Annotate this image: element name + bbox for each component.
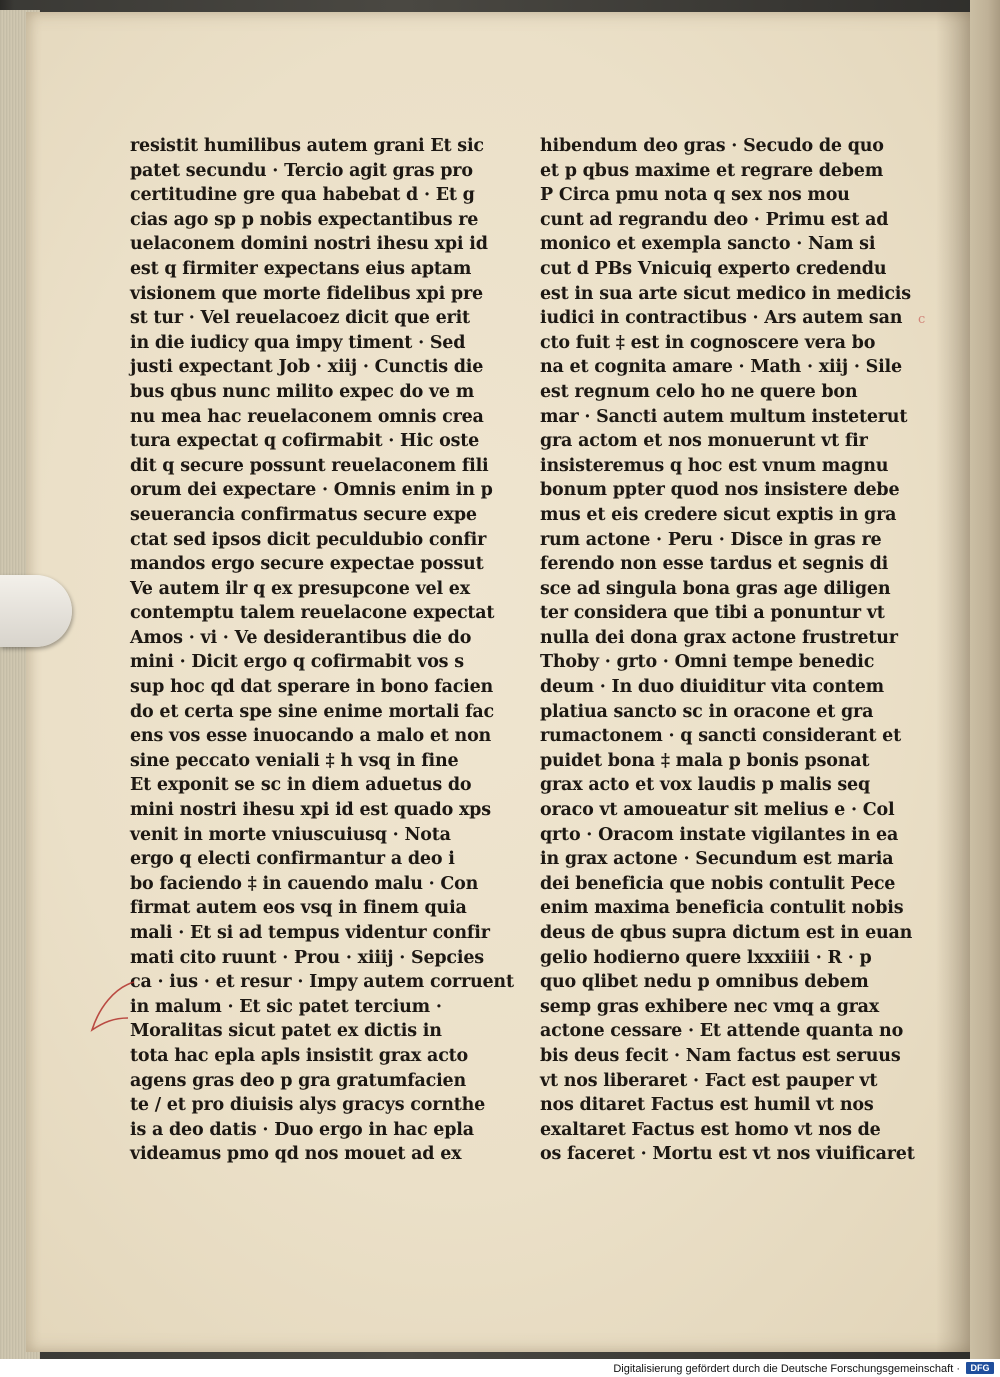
text-line: seuerancia confirmatus secure expe bbox=[130, 504, 477, 525]
text-line: cunt ad regrandu deo · Primu est ad bbox=[540, 209, 889, 230]
text-line: deus de qbus supra dictum est in euan bbox=[540, 923, 913, 943]
text-line: tota hac epla apls insistit grax acto bbox=[130, 1045, 469, 1066]
text-line: vt nos liberaret · Fact est pauper vt bbox=[540, 1070, 878, 1091]
text-line: agens gras deo p gra gratumfacien bbox=[130, 1070, 467, 1091]
bookmark-clip bbox=[0, 575, 72, 647]
text-line: nos ditaret Factus est humil vt nos bbox=[540, 1095, 874, 1116]
text-line: puidet bona ‡ mala p bonis psonat bbox=[540, 750, 870, 771]
text-line: Moralitas sicut patet ex dictis in bbox=[130, 1021, 442, 1042]
text-line: visionem que morte fidelibus xpi pre bbox=[130, 283, 483, 304]
text-column-right bbox=[540, 134, 915, 1167]
text-line: est regnum celo ho ne quere bon bbox=[540, 381, 858, 402]
text-line: cto fuit ‡ est in cognoscere vera bo bbox=[540, 332, 876, 353]
text-line: mini · Dicit ergo q cofirmabit vos s bbox=[130, 652, 464, 673]
text-line: contemptu talem reuelacone expectat bbox=[130, 603, 495, 624]
text-line: mandos ergo secure expectae possut bbox=[130, 554, 484, 575]
text-line: is a deo datis · Duo ergo in hac epla bbox=[130, 1119, 474, 1140]
text-line: mar · Sancti autem multum insteterut bbox=[540, 406, 908, 427]
text-line: st tur · Vel reuelacoez dicit que erit bbox=[130, 308, 470, 329]
text-line: bis deus fecit · Nam factus est seruus bbox=[540, 1045, 901, 1066]
text-line: et p qbus maxime et regrare debem bbox=[540, 160, 884, 181]
text-line: ferendo non esse tardus et segnis di bbox=[540, 554, 889, 575]
text-line: certitudine gre qua habebat d · Et g bbox=[130, 185, 475, 206]
text-line: venit in morte vniuscuiusq · Nota bbox=[130, 824, 451, 845]
dfg-logo: DFG bbox=[966, 1362, 994, 1374]
text-line: monico et exempla sancto · Nam si bbox=[540, 234, 876, 255]
text-line: ens vos esse inuocando a malo et non bbox=[130, 726, 492, 747]
text-line: na et cognita amare · Math · xiij · Sile bbox=[540, 357, 902, 378]
facing-page-edge bbox=[970, 0, 1000, 1377]
text-line: est in sua arte sicut medico in medicis bbox=[540, 283, 911, 304]
text-line: sup hoc qd dat sperare in bono facien bbox=[130, 677, 494, 698]
text-line: hibendum deo gras · Secudo de quo bbox=[540, 136, 884, 156]
text-line: videamus pmo qd nos mouet ad ex bbox=[130, 1144, 462, 1165]
text-line: bus qbus nunc milito expec do ve m bbox=[130, 381, 475, 402]
text-line: Ve autem ilr q ex presupcone vel ex bbox=[130, 578, 470, 599]
text-line: gelio hodierno quere lxxxiiii · R · p bbox=[540, 947, 872, 968]
text-line: patet secundu · Tercio agit gras pro bbox=[130, 160, 473, 181]
text-line: uelaconem domini nostri ihesu xpi id bbox=[130, 234, 488, 255]
text-line: rumactonem · q sancti considerant et bbox=[540, 726, 901, 747]
text-line: ctat sed ipsos dicit peculdubio confir bbox=[130, 529, 487, 550]
text-line: est q firmiter expectans eius aptam bbox=[130, 258, 472, 279]
text-line: firmat autem eos vsq in finem quia bbox=[130, 898, 467, 919]
text-line: insisteremus q hoc est vnum magnu bbox=[540, 455, 889, 476]
text-column-left bbox=[130, 134, 514, 1167]
text-line: gra actom et nos monuerunt vt fir bbox=[540, 431, 868, 452]
text-line: tura expectat q cofirmabit · Hic oste bbox=[130, 431, 480, 452]
text-line: sine peccato veniali ‡ h vsq in fine bbox=[130, 750, 459, 771]
text-line: bo faciendo ‡ in cauendo malu · Con bbox=[130, 873, 479, 894]
text-line: nulla dei dona grax actone frustretur bbox=[540, 627, 898, 648]
text-line: in malum · Et sic patet tercium · bbox=[130, 996, 442, 1017]
text-line: deum · In duo diuiditur vita contem bbox=[540, 677, 884, 698]
text-line: mini nostri ihesu xpi id est quado xps bbox=[130, 800, 491, 821]
text-line: mali · Et si ad tempus videntur confir bbox=[130, 923, 490, 943]
text-line: in grax actone · Secundum est maria bbox=[540, 849, 894, 870]
text-line: dei beneficia que nobis contulit Pece bbox=[540, 873, 896, 894]
text-line: cias ago sp p nobis expectantibus re bbox=[130, 209, 479, 230]
text-line: quo qlibet nedu p omnibus debem bbox=[540, 972, 869, 993]
text-line: mus et eis credere sicut exptis in gra bbox=[540, 504, 897, 525]
text-line: Et exponit se sc in diem aduetus do bbox=[130, 775, 472, 796]
text-line: ergo q electi confirmantur a deo i bbox=[130, 849, 455, 870]
text-line: nu mea hac reuelaconem omnis crea bbox=[130, 406, 484, 427]
text-line: ca · ius · et resur · Impy autem corruent bbox=[130, 972, 514, 993]
dfg-credit-text: Digitalisierung gefördert durch die Deutsche Forschungsgemeinschaft · bbox=[613, 1363, 960, 1375]
text-line: ter considera que tibi a ponuntur vt bbox=[540, 603, 885, 624]
text-line: cut d PBs Vnicuiq experto credendu bbox=[540, 258, 887, 279]
text-line: Thoby · grto · Omni tempe benedic bbox=[540, 652, 875, 673]
text-line: mati cito ruunt · Prou · xiiij · Sepcies bbox=[130, 947, 484, 968]
text-line: semp gras exhibere nec vmq a grax bbox=[540, 996, 880, 1017]
text-line: dit q secure possunt reuelaconem fili bbox=[130, 455, 489, 476]
text-line: iudici in contractibus · Ars autem san bbox=[540, 308, 903, 329]
footer-bar bbox=[0, 1359, 1000, 1377]
text-line: resistit humilibus autem grani Et sic bbox=[130, 136, 484, 156]
text-line: sce ad singula bona gras age diligen bbox=[540, 578, 891, 599]
text-line: Amos · vi · Ve desiderantibus die do bbox=[130, 627, 472, 648]
text-line: os faceret · Mortu est vt nos viuificaret bbox=[540, 1144, 915, 1165]
text-line: in die iudicy qua impy timent · Sed bbox=[130, 332, 466, 353]
red-initial-flourish bbox=[84, 978, 144, 1038]
text-line: te / et pro diuisis alys gracys cornthe bbox=[130, 1095, 486, 1116]
text-line: enim maxima beneficia contulit nobis bbox=[540, 898, 904, 919]
text-line: exaltaret Factus est homo vt nos de bbox=[540, 1119, 881, 1140]
text-line: grax acto et vox laudis p malis seq bbox=[540, 775, 871, 796]
text-line: rum actone · Peru · Disce in gras re bbox=[540, 529, 882, 550]
text-line: orum dei expectare · Omnis enim in p bbox=[130, 480, 493, 501]
text-line: platiua sancto sc in oracone et gra bbox=[540, 701, 874, 722]
text-line: oraco vt amoueatur sit melius e · Col bbox=[540, 800, 895, 821]
text-line: bonum ppter quod nos insistere debe bbox=[540, 480, 900, 501]
text-line: qrto · Oracom instate vigilantes in ea bbox=[540, 824, 899, 845]
text-line: actone cessare · Et attende quanta no bbox=[540, 1021, 904, 1042]
text-line: P Circa pmu nota q sex nos mou bbox=[540, 185, 850, 206]
margin-note: c bbox=[918, 312, 926, 327]
text-line: do et certa spe sine enime mortali fac bbox=[130, 701, 494, 722]
text-line: justi expectant Job · xiij · Cunctis die bbox=[130, 357, 484, 378]
